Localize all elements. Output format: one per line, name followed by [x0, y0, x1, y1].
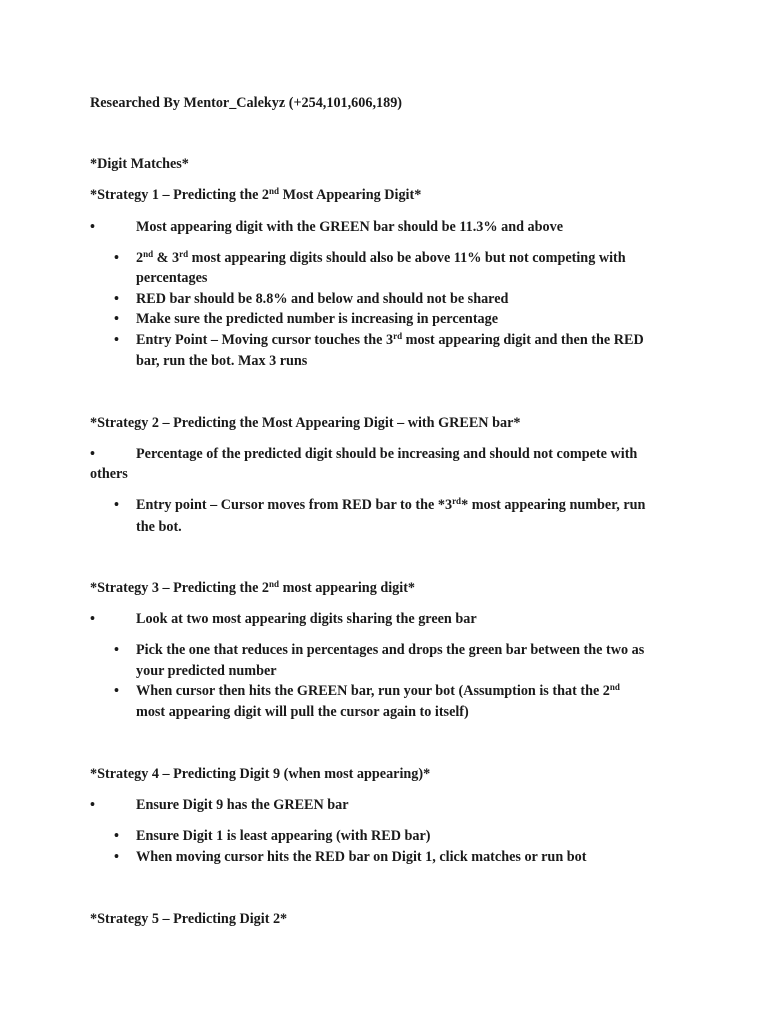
- bullet: •: [90, 797, 95, 813]
- section-title: *Digit Matches*: [90, 156, 189, 172]
- strategy-1-title: *Strategy 1 – Predicting the 2nd Most Appearing Digit*: [90, 186, 422, 203]
- strategy-1-sub-4: Entry Point – Moving cursor touches the 3rd most appearing digit and then the RED: [136, 331, 644, 348]
- bullet: •: [114, 642, 119, 658]
- bullet: •: [114, 828, 119, 844]
- bullet: •: [90, 219, 95, 235]
- strategy-3-sub-2-cont: most appearing digit will pull the cursor again to itself): [136, 704, 469, 720]
- strategy-1-sub-2: RED bar should be 8.8% and below and should not be shared: [136, 291, 509, 307]
- strategy-1-sub-1: 2nd & 3rd most appearing digits should also be above 11% but not competing with: [136, 249, 626, 266]
- strategy-2-sub-1: Entry point – Cursor moves from RED bar to the *3rd* most appearing number, run: [136, 496, 646, 513]
- bullet: •: [114, 332, 119, 348]
- bullet: •: [114, 849, 119, 865]
- strategy-4-sub-1: Ensure Digit 1 is least appearing (with RED bar): [136, 828, 431, 844]
- strategy-3-title: *Strategy 3 – Predicting the 2nd most appearing digit*: [90, 579, 416, 596]
- strategy-1-sub-1-cont: percentages: [136, 270, 208, 286]
- bullet: •: [114, 497, 119, 513]
- strategy-2-title: *Strategy 2 – Predicting the Most Appearing Digit – with GREEN bar*: [90, 415, 521, 431]
- strategy-3-sub-1-cont: your predicted number: [136, 663, 277, 679]
- bullet: •: [114, 291, 119, 307]
- bullet: •: [90, 446, 95, 462]
- strategy-3-sub-1: Pick the one that reduces in percentages and drops the green bar between the two as: [136, 642, 645, 658]
- researched-by-line: Researched By Mentor_Calekyz (+254,101,606,189): [90, 95, 403, 111]
- bullet: •: [114, 250, 119, 266]
- bullet: •: [114, 683, 119, 699]
- strategy-4-sub-2: When moving cursor hits the RED bar on Digit 1, click matches or run bot: [136, 849, 587, 865]
- strategy-2-sub-1-cont: the bot.: [136, 519, 182, 535]
- strategy-5-title: *Strategy 5 – Predicting Digit 2*: [90, 911, 288, 927]
- bullet: •: [114, 311, 119, 327]
- strategy-1-sub-3: Make sure the predicted number is increasing in percentage: [136, 311, 499, 327]
- strategy-2-main-point: Percentage of the predicted digit should be increasing and should not compete with: [136, 446, 638, 462]
- strategy-1-sub-4-cont: bar, run the bot. Max 3 runs: [136, 353, 308, 369]
- strategy-3-sub-2: When cursor then hits the GREEN bar, run your bot (Assumption is that the 2nd: [136, 682, 620, 699]
- strategy-4-title: *Strategy 4 – Predicting Digit 9 (when most appearing)*: [90, 766, 431, 782]
- bullet: •: [90, 611, 95, 627]
- strategy-1-main-point: Most appearing digit with the GREEN bar should be 11.3% and above: [136, 219, 564, 235]
- strategy-2-main-point-cont: others: [90, 466, 128, 482]
- strategy-3-main-point: Look at two most appearing digits sharing the green bar: [136, 611, 477, 627]
- strategy-4-main-point: Ensure Digit 9 has the GREEN bar: [136, 797, 349, 813]
